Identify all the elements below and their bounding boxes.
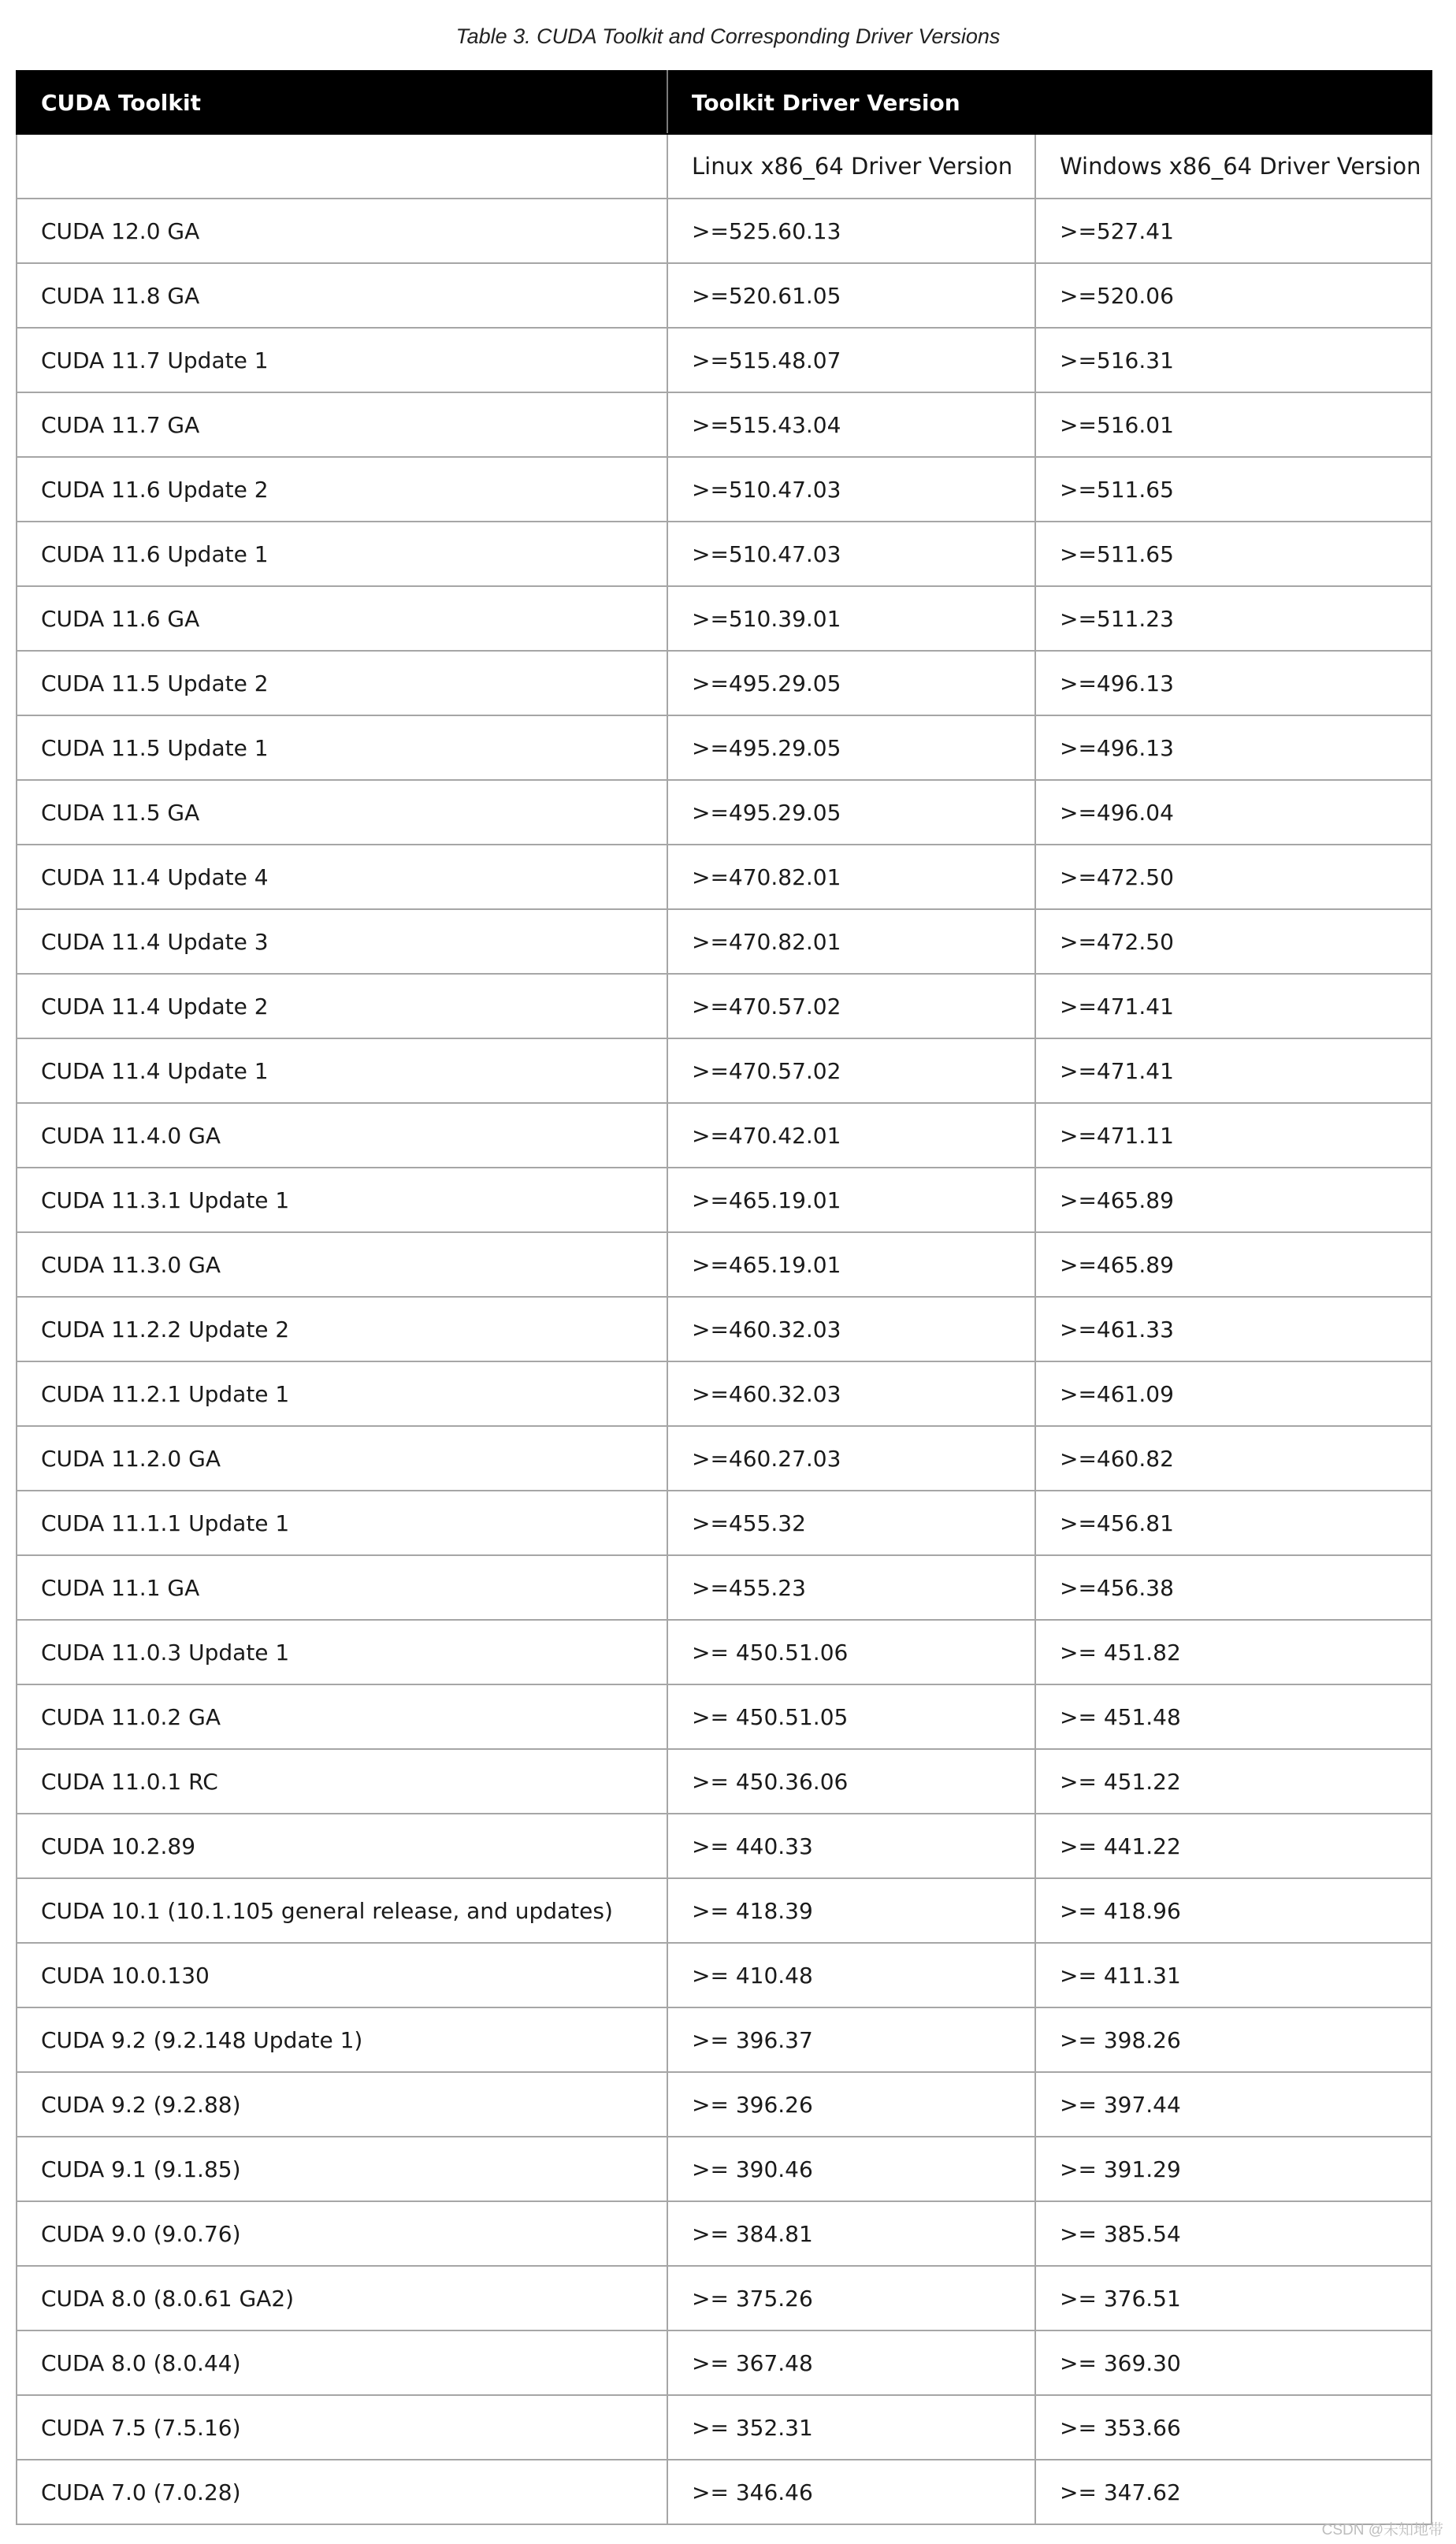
table-row — [17, 392, 1432, 457]
cell-linux-driver: >= 418.39 — [667, 1878, 1035, 1943]
cell-linux-driver: >=515.43.04 — [667, 392, 1035, 457]
cell-linux-driver: >=460.27.03 — [667, 1426, 1035, 1491]
cell-linux-driver: >= 440.33 — [667, 1814, 1035, 1878]
cell-windows-driver: >=465.89 — [1035, 1232, 1432, 1297]
table-caption: Table 3. CUDA Toolkit and Corresponding Driver Versions — [455, 24, 1001, 48]
cell-linux-driver: >=495.29.05 — [667, 715, 1035, 780]
cell-toolkit: CUDA 11.6 Update 1 — [17, 522, 667, 586]
cell-linux-driver: >=510.47.03 — [667, 457, 1035, 522]
cell-toolkit: CUDA 11.2.2 Update 2 — [17, 1297, 667, 1361]
cell-windows-driver: >=472.50 — [1035, 845, 1432, 909]
cell-toolkit: CUDA 11.3.0 GA — [17, 1232, 667, 1297]
cell-linux-driver: >= 390.46 — [667, 2137, 1035, 2201]
cell-linux-driver: >= 367.48 — [667, 2330, 1035, 2395]
table-row — [17, 1426, 1432, 1491]
table-row — [17, 457, 1432, 522]
cell-windows-driver: >=460.82 — [1035, 1426, 1432, 1491]
table-row — [17, 2007, 1432, 2072]
cell-windows-driver: >=471.11 — [1035, 1103, 1432, 1168]
table-row — [17, 328, 1432, 392]
cell-linux-driver: >=470.82.01 — [667, 909, 1035, 974]
table-row — [17, 2137, 1432, 2201]
cell-toolkit: CUDA 8.0 (8.0.61 GA2) — [17, 2266, 667, 2330]
cell-windows-driver: >=461.33 — [1035, 1297, 1432, 1361]
table-row — [17, 1878, 1432, 1943]
cell-toolkit: CUDA 11.7 Update 1 — [17, 328, 667, 392]
cell-toolkit: CUDA 7.0 (7.0.28) — [17, 2460, 667, 2524]
table-row — [17, 1491, 1432, 1555]
cell-toolkit: CUDA 7.5 (7.5.16) — [17, 2395, 667, 2460]
cell-windows-driver: >= 369.30 — [1035, 2330, 1432, 2395]
table-row — [17, 1103, 1432, 1168]
cell-toolkit: CUDA 8.0 (8.0.44) — [17, 2330, 667, 2395]
table-row — [17, 1684, 1432, 1749]
cell-toolkit: CUDA 9.1 (9.1.85) — [17, 2137, 667, 2201]
table-row — [17, 1297, 1432, 1361]
cell-toolkit: CUDA 11.4 Update 3 — [17, 909, 667, 974]
cell-linux-driver: >=460.32.03 — [667, 1297, 1035, 1361]
cell-linux-driver: >=520.61.05 — [667, 263, 1035, 328]
cell-windows-driver: >=471.41 — [1035, 974, 1432, 1038]
cell-linux-driver: >=470.42.01 — [667, 1103, 1035, 1168]
table-row — [17, 1361, 1432, 1426]
cell-windows-driver: >=461.09 — [1035, 1361, 1432, 1426]
cell-linux-driver: >= 346.46 — [667, 2460, 1035, 2524]
cell-windows-driver: >= 398.26 — [1035, 2007, 1432, 2072]
cell-windows-driver: >= 391.29 — [1035, 2137, 1432, 2201]
cell-toolkit: CUDA 9.2 (9.2.148 Update 1) — [17, 2007, 667, 2072]
cell-windows-driver: >=516.01 — [1035, 392, 1432, 457]
table-row — [17, 909, 1432, 974]
cell-linux-driver: >= 384.81 — [667, 2201, 1035, 2266]
table-row — [17, 263, 1432, 328]
cell-toolkit: CUDA 9.2 (9.2.88) — [17, 2072, 667, 2137]
cell-windows-driver: >=527.41 — [1035, 199, 1432, 263]
cell-toolkit: CUDA 11.4 Update 2 — [17, 974, 667, 1038]
cell-windows-driver: >=456.38 — [1035, 1555, 1432, 1620]
cell-toolkit: CUDA 11.2.0 GA — [17, 1426, 667, 1491]
cell-windows-driver: >= 411.31 — [1035, 1943, 1432, 2007]
cell-windows-driver: >= 353.66 — [1035, 2395, 1432, 2460]
cell-linux-driver: >=465.19.01 — [667, 1168, 1035, 1232]
cell-windows-driver: >=496.13 — [1035, 651, 1432, 715]
cell-toolkit: CUDA 10.2.89 — [17, 1814, 667, 1878]
cell-linux-driver: >=470.82.01 — [667, 845, 1035, 909]
cell-toolkit: CUDA 11.4 Update 4 — [17, 845, 667, 909]
table-row — [17, 2072, 1432, 2137]
cell-windows-driver: >= 347.62 — [1035, 2460, 1432, 2524]
table-row — [17, 2395, 1432, 2460]
cell-toolkit: CUDA 11.6 Update 2 — [17, 457, 667, 522]
cell-linux-driver: >=455.23 — [667, 1555, 1035, 1620]
cell-windows-driver: >=496.13 — [1035, 715, 1432, 780]
cell-linux-driver: >=460.32.03 — [667, 1361, 1035, 1426]
cell-linux-driver: >= 396.26 — [667, 2072, 1035, 2137]
table-row — [17, 2266, 1432, 2330]
header-toolkit-driver-version: Toolkit Driver Version — [667, 71, 1432, 134]
table-row — [17, 1749, 1432, 1814]
cell-toolkit: CUDA 11.8 GA — [17, 263, 667, 328]
cell-linux-driver: >=525.60.13 — [667, 199, 1035, 263]
cell-linux-driver: >= 450.51.05 — [667, 1684, 1035, 1749]
cell-toolkit: CUDA 11.5 Update 2 — [17, 651, 667, 715]
cell-toolkit: CUDA 11.3.1 Update 1 — [17, 1168, 667, 1232]
cell-linux-driver: >= 410.48 — [667, 1943, 1035, 2007]
cell-linux-driver: >= 450.36.06 — [667, 1749, 1035, 1814]
cell-toolkit: CUDA 11.0.3 Update 1 — [17, 1620, 667, 1684]
cell-toolkit: CUDA 11.4 Update 1 — [17, 1038, 667, 1103]
cell-windows-driver: >=511.23 — [1035, 586, 1432, 651]
table-row — [17, 780, 1432, 845]
cell-windows-driver: >=456.81 — [1035, 1491, 1432, 1555]
table-row — [17, 845, 1432, 909]
table-row — [17, 715, 1432, 780]
cell-toolkit: CUDA 11.6 GA — [17, 586, 667, 651]
table-row — [17, 974, 1432, 1038]
cell-linux-driver: >=465.19.01 — [667, 1232, 1035, 1297]
cell-windows-driver: >= 397.44 — [1035, 2072, 1432, 2137]
cell-linux-driver: >=470.57.02 — [667, 974, 1035, 1038]
cell-windows-driver: >=511.65 — [1035, 457, 1432, 522]
table-row — [17, 2330, 1432, 2395]
cell-linux-driver: >=510.47.03 — [667, 522, 1035, 586]
cuda-driver-table — [16, 70, 1432, 2525]
cell-windows-driver: >= 385.54 — [1035, 2201, 1432, 2266]
subheader-windows: Windows x86_64 Driver Version — [1035, 134, 1432, 199]
cell-toolkit: CUDA 11.2.1 Update 1 — [17, 1361, 667, 1426]
cell-windows-driver: >=472.50 — [1035, 909, 1432, 974]
cell-toolkit: CUDA 11.0.1 RC — [17, 1749, 667, 1814]
cell-windows-driver: >=516.31 — [1035, 328, 1432, 392]
cell-windows-driver: >=471.41 — [1035, 1038, 1432, 1103]
cell-windows-driver: >=520.06 — [1035, 263, 1432, 328]
table-row — [17, 2201, 1432, 2266]
cell-toolkit: CUDA 12.0 GA — [17, 199, 667, 263]
table-row — [17, 522, 1432, 586]
table-row — [17, 651, 1432, 715]
header-cuda-toolkit: CUDA Toolkit — [17, 71, 667, 134]
cell-windows-driver: >=511.65 — [1035, 522, 1432, 586]
cell-toolkit: CUDA 11.5 Update 1 — [17, 715, 667, 780]
table-body — [17, 199, 1432, 2524]
subheader-linux: Linux x86_64 Driver Version — [667, 134, 1035, 199]
table-row — [17, 2460, 1432, 2524]
table-row — [17, 1620, 1432, 1684]
cell-linux-driver: >=515.48.07 — [667, 328, 1035, 392]
cell-linux-driver: >=495.29.05 — [667, 651, 1035, 715]
cell-windows-driver: >= 441.22 — [1035, 1814, 1432, 1878]
cell-toolkit: CUDA 11.5 GA — [17, 780, 667, 845]
table-row — [17, 1943, 1432, 2007]
cell-toolkit: CUDA 11.7 GA — [17, 392, 667, 457]
cell-linux-driver: >= 375.26 — [667, 2266, 1035, 2330]
cell-windows-driver: >= 451.82 — [1035, 1620, 1432, 1684]
cell-toolkit: CUDA 10.0.130 — [17, 1943, 667, 2007]
cell-toolkit: CUDA 10.1 (10.1.105 general release, and updates) — [17, 1878, 667, 1943]
cell-linux-driver: >=510.39.01 — [667, 586, 1035, 651]
cell-windows-driver: >=465.89 — [1035, 1168, 1432, 1232]
table-subheader-row — [17, 134, 1432, 199]
cell-toolkit: CUDA 11.1.1 Update 1 — [17, 1491, 667, 1555]
table-row — [17, 1232, 1432, 1297]
cell-windows-driver: >= 418.96 — [1035, 1878, 1432, 1943]
table-row — [17, 1555, 1432, 1620]
table-row — [17, 1168, 1432, 1232]
cell-toolkit: CUDA 9.0 (9.0.76) — [17, 2201, 667, 2266]
cell-toolkit: CUDA 11.4.0 GA — [17, 1103, 667, 1168]
cell-windows-driver: >=496.04 — [1035, 780, 1432, 845]
cell-windows-driver: >= 376.51 — [1035, 2266, 1432, 2330]
cell-linux-driver: >= 352.31 — [667, 2395, 1035, 2460]
subheader-empty — [17, 134, 667, 199]
table-row — [17, 199, 1432, 263]
watermark: CSDN @未知地带 — [1321, 2522, 1443, 2538]
cell-toolkit: CUDA 11.1 GA — [17, 1555, 667, 1620]
table-row — [17, 1814, 1432, 1878]
table-header-row — [17, 71, 1432, 134]
cell-windows-driver: >= 451.22 — [1035, 1749, 1432, 1814]
table-row — [17, 1038, 1432, 1103]
cell-linux-driver: >= 396.37 — [667, 2007, 1035, 2072]
cell-linux-driver: >= 450.51.06 — [667, 1620, 1035, 1684]
cell-linux-driver: >=495.29.05 — [667, 780, 1035, 845]
table-row — [17, 586, 1432, 651]
cell-linux-driver: >=455.32 — [667, 1491, 1035, 1555]
cell-linux-driver: >=470.57.02 — [667, 1038, 1035, 1103]
cell-toolkit: CUDA 11.0.2 GA — [17, 1684, 667, 1749]
cell-windows-driver: >= 451.48 — [1035, 1684, 1432, 1749]
